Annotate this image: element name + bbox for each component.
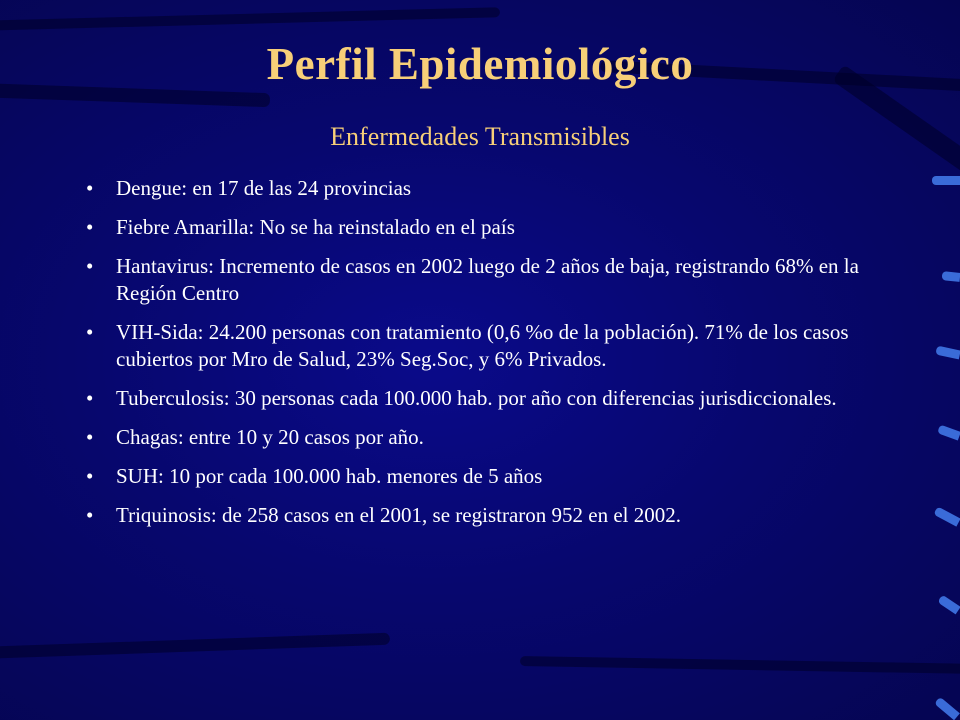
edge-accent [942,271,960,282]
slide-title: Perfil Epidemiológico [266,39,694,89]
background-streak [520,656,960,674]
bullet-list [86,175,886,541]
bullet-dot-icon: • [86,503,94,527]
bullet-text: Chagas: entre 10 y 20 casos por año. [116,425,424,449]
bullet-dot-icon: • [86,215,94,239]
bullet-triquinosis [86,502,886,529]
bullet-dot-icon: • [86,176,94,200]
bullet-dot-icon: • [86,425,94,449]
background-streak [0,7,500,31]
bullet-chagas [86,424,886,451]
background-streak [0,633,390,660]
bullet-hantavirus [86,253,886,307]
bullet-text: Hantavirus: Incremento de casos en 2002 luego de 2 años de baja, registrando 68% en la Región Centro [116,254,859,305]
bullet-vih-sida [86,319,886,373]
bullet-fiebre-amarilla [86,214,886,241]
bullet-text: Fiebre Amarilla: No se ha reinstalado en el país [116,215,515,239]
bullet-tuberculosis [86,385,886,412]
bullet-dengue [86,175,886,202]
bullet-text: Triquinosis: de 258 casos en el 2001, se registraron 952 en el 2002. [116,503,681,527]
bullet-suh [86,463,886,490]
bullet-text: VIH-Sida: 24.200 personas con tratamiento (0,6 %o de la población). 71% de los casos cubiertos por Mro de Salud, 23% Seg.Soc, y 6% Privados. [116,320,849,371]
edge-accent [932,176,960,185]
bullet-text: Dengue: en 17 de las 24 provincias [116,176,412,200]
bullet-text: Tuberculosis: 30 personas cada 100.000 hab. por año con diferencias jurisdiccionales. [116,386,837,410]
edge-accent [934,697,960,720]
edge-accent [937,595,960,615]
bullet-dot-icon: • [86,464,94,488]
slide-subtitle: Enfermedades Transmisibles [330,122,630,151]
bullet-dot-icon: • [86,320,94,344]
edge-accent [935,346,960,360]
bullet-dot-icon: • [86,386,94,410]
edge-accent [937,425,960,441]
bullet-dot-icon: • [86,254,94,278]
bullet-text: SUH: 10 por cada 100.000 hab. menores de 5 años [116,464,543,488]
edge-accent [933,506,960,526]
